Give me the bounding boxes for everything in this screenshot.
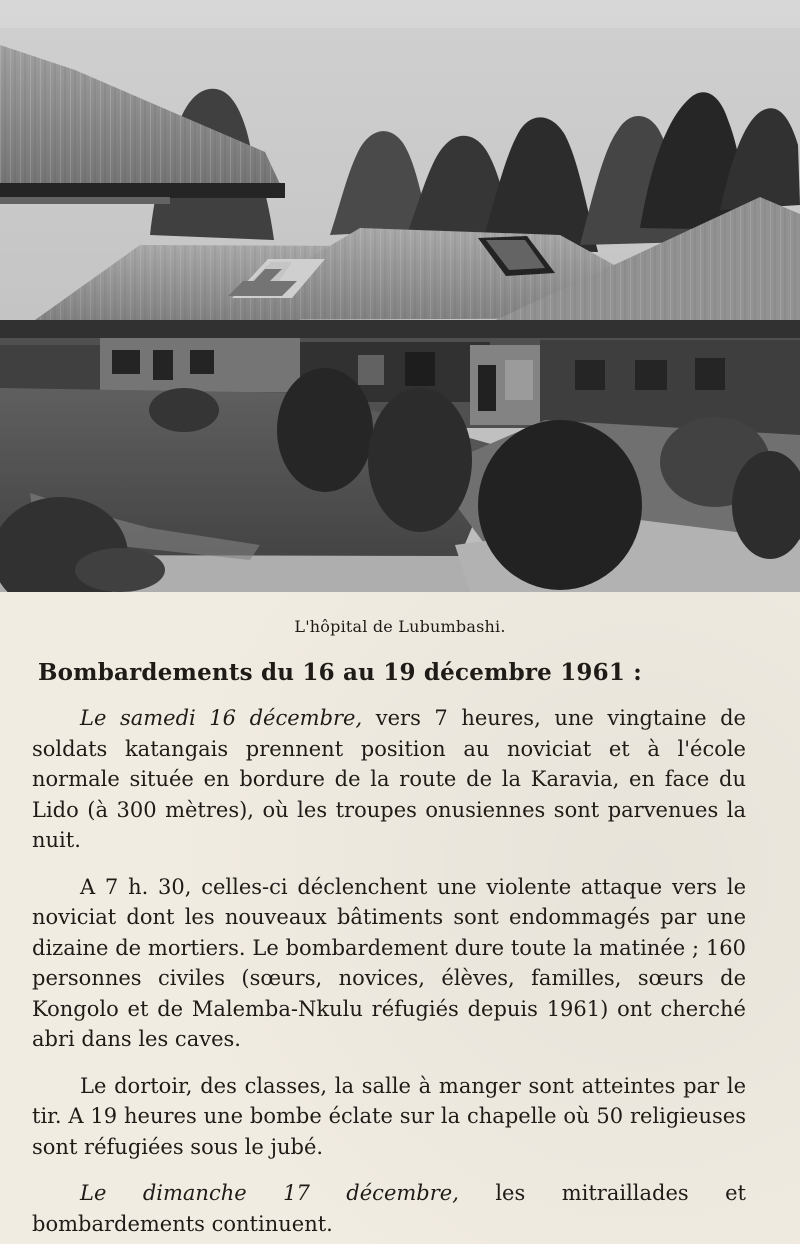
paragraph-3-text: Le dortoir, des classes, la salle à manger sont atteintes par le tir. A 19 heures une bombe éclate sur la chapelle où 50 religieuses sont réfugiées sous le jubé. [32, 1073, 746, 1159]
paragraph-1-italic-lead: Le samedi 16 décembre, [80, 706, 363, 730]
paragraph-4-italic-lead: Le dimanche 17 décembre, [80, 1181, 459, 1205]
paragraph-4-text: les mitraillades et bombardements continuent. [32, 1181, 746, 1236]
paragraph-4 [32, 1178, 746, 1239]
paragraph-1-text: vers 7 heures, une vingtaine de soldats katangais prennent position au noviciat et à l'école normale située en bordure de la route de la Karavia, en face du Lido (à 300 mètres), où les troupes onusiennes sont parvenues la nuit. [32, 706, 746, 852]
paragraph-3 [32, 1071, 746, 1163]
paragraph-1 [32, 703, 746, 856]
section-heading: Bombardements du 16 au 19 décembre 1961 : [38, 659, 642, 686]
photo-caption: L'hôpital de Lubumbashi. [294, 617, 506, 636]
article-body [32, 703, 746, 1239]
paragraph-2 [32, 872, 746, 1055]
paragraph-2-text: A 7 h. 30, celles-ci déclenchent une violente attaque vers le noviciat dont les nouveaux bâtiments sont endommagés par une dizaine de mortiers. Le bombardement dure toute la matinée ; 160 personnes civiles (sœurs, novices, élèves, familles, sœurs de Kongolo et de Malemba-Nkulu réfugiés depuis 1961) ont cherché abri dans les caves. [32, 874, 746, 1051]
hospital-photo [0, 0, 800, 592]
